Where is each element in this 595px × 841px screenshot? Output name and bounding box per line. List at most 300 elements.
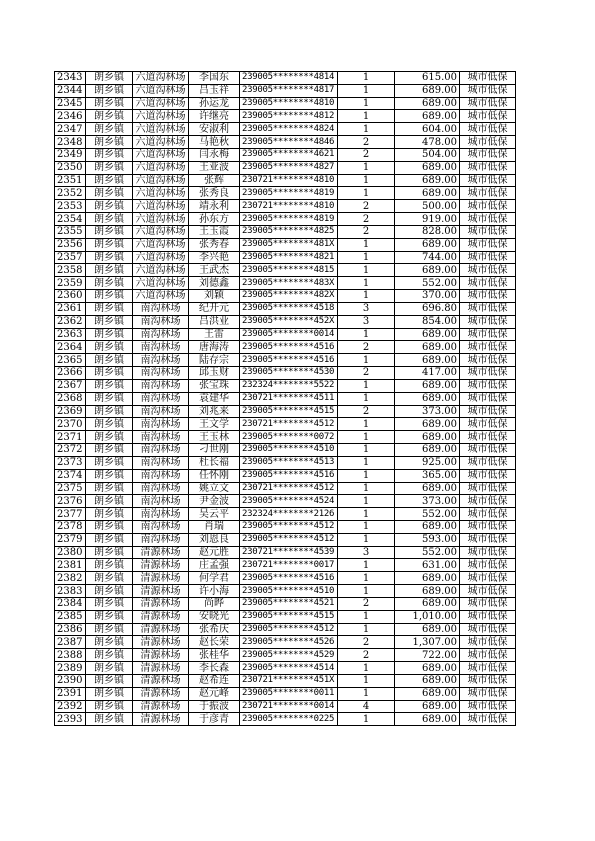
assistance-type-cell: 城市低保 [460,482,516,495]
id-number-cell: 239005********4516 [240,354,338,367]
amount-cell: 689.00 [395,354,460,367]
amount-cell: 689.00 [395,431,460,444]
table-row [55,495,516,508]
household-count-cell: 4 [338,700,395,713]
household-count-cell: 1 [338,251,395,264]
amount-cell: 854.00 [395,315,460,328]
table-row [55,533,516,546]
table-row [55,649,516,662]
serial-number-cell: 2359 [55,277,86,290]
serial-number-cell: 2368 [55,392,86,405]
id-number-cell: 239005********0014 [240,328,338,341]
amount-cell: 696.80 [395,302,460,315]
town-cell: 朗乡镇 [86,213,133,226]
forest-farm-cell: 六道沟林场 [133,136,189,149]
town-cell: 朗乡镇 [86,533,133,546]
serial-number-cell: 2384 [55,597,86,610]
recipient-name-cell: 陆存宗 [189,354,240,367]
serial-number-cell: 2393 [55,713,86,726]
serial-number-cell: 2352 [55,187,86,200]
recipient-name-cell: 张宝珠 [189,379,240,392]
assistance-type-cell: 城市低保 [460,200,516,213]
amount-cell: 689.00 [395,700,460,713]
household-count-cell: 2 [338,213,395,226]
id-number-cell: 239005********4827 [240,161,338,174]
amount-cell: 373.00 [395,495,460,508]
forest-farm-cell: 南沟林场 [133,469,189,482]
assistance-type-cell: 城市低保 [460,713,516,726]
amount-cell: 689.00 [395,341,460,354]
household-count-cell: 1 [338,161,395,174]
amount-cell: 689.00 [395,444,460,457]
household-count-cell: 1 [338,392,395,405]
forest-farm-cell: 南沟林场 [133,495,189,508]
town-cell: 朗乡镇 [86,72,133,85]
forest-farm-cell: 清源林场 [133,559,189,572]
amount-cell: 744.00 [395,251,460,264]
id-number-cell: 239005********4824 [240,123,338,136]
serial-number-cell: 2351 [55,174,86,187]
id-number-cell: 239005********4529 [240,649,338,662]
serial-number-cell: 2349 [55,148,86,161]
recipient-name-cell: 许继亮 [189,110,240,123]
recipient-name-cell: 赵元峰 [189,687,240,700]
serial-number-cell: 2345 [55,97,86,110]
town-cell: 朗乡镇 [86,623,133,636]
assistance-type-cell: 城市低保 [460,302,516,315]
id-number-cell: 239005********4815 [240,264,338,277]
recipient-name-cell: 庄孟强 [189,559,240,572]
forest-farm-cell: 南沟林场 [133,315,189,328]
town-cell: 朗乡镇 [86,302,133,315]
forest-farm-cell: 六道沟林场 [133,148,189,161]
forest-farm-cell: 南沟林场 [133,482,189,495]
forest-farm-cell: 六道沟林场 [133,238,189,251]
amount-cell: 689.00 [395,379,460,392]
serial-number-cell: 2376 [55,495,86,508]
household-count-cell: 1 [338,264,395,277]
amount-cell: 689.00 [395,520,460,533]
assistance-type-cell: 城市低保 [460,328,516,341]
table-row [55,328,516,341]
id-number-cell: 239005********4515 [240,405,338,418]
forest-farm-cell: 南沟林场 [133,341,189,354]
recipient-name-cell: 赵希连 [189,674,240,687]
serial-number-cell: 2392 [55,700,86,713]
table-row [55,341,516,354]
forest-farm-cell: 南沟林场 [133,302,189,315]
town-cell: 朗乡镇 [86,367,133,380]
assistance-type-cell: 城市低保 [460,264,516,277]
table-row [55,200,516,213]
forest-farm-cell: 清源林场 [133,546,189,559]
recipient-name-cell: 刁世刚 [189,444,240,457]
town-cell: 朗乡镇 [86,520,133,533]
town-cell: 朗乡镇 [86,161,133,174]
amount-cell: 552.00 [395,508,460,521]
amount-cell: 552.00 [395,546,460,559]
household-count-cell: 2 [338,636,395,649]
household-count-cell: 1 [338,277,395,290]
amount-cell: 689.00 [395,713,460,726]
serial-number-cell: 2371 [55,431,86,444]
table-row [55,302,516,315]
recipient-name-cell: 李兴艳 [189,251,240,264]
serial-number-cell: 2346 [55,110,86,123]
serial-number-cell: 2387 [55,636,86,649]
amount-cell: 689.00 [395,585,460,598]
table-row [55,559,516,572]
household-count-cell: 1 [338,456,395,469]
serial-number-cell: 2385 [55,610,86,623]
recipient-name-cell: 张辉 [189,174,240,187]
assistance-type-cell: 城市低保 [460,444,516,457]
serial-number-cell: 2379 [55,533,86,546]
forest-farm-cell: 六道沟林场 [133,264,189,277]
town-cell: 朗乡镇 [86,431,133,444]
id-number-cell: 239005********4825 [240,225,338,238]
id-number-cell: 239005********4516 [240,572,338,585]
table-row [55,418,516,431]
id-number-cell: 239005********4526 [240,636,338,649]
forest-farm-cell: 六道沟林场 [133,110,189,123]
id-number-cell: 239005********4819 [240,213,338,226]
id-number-cell: 230721********4511 [240,392,338,405]
forest-farm-cell: 清源林场 [133,636,189,649]
town-cell: 朗乡镇 [86,610,133,623]
id-number-cell: 239005********4524 [240,495,338,508]
id-number-cell: 239005********4817 [240,84,338,97]
assistance-type-cell: 城市低保 [460,148,516,161]
assistance-type-cell: 城市低保 [460,687,516,700]
amount-cell: 593.00 [395,533,460,546]
assistance-type-cell: 城市低保 [460,251,516,264]
amount-cell: 631.00 [395,559,460,572]
amount-cell: 689.00 [395,392,460,405]
amount-cell: 689.00 [395,572,460,585]
recipient-name-cell: 刘兆来 [189,405,240,418]
serial-number-cell: 2383 [55,585,86,598]
assistance-type-cell: 城市低保 [460,290,516,303]
assistance-type-cell: 城市低保 [460,674,516,687]
recipient-name-cell: 尚晔 [189,597,240,610]
id-number-cell: 239005********0225 [240,713,338,726]
amount-cell: 919.00 [395,213,460,226]
assistance-type-cell: 城市低保 [460,110,516,123]
serial-number-cell: 2390 [55,674,86,687]
assistance-type-cell: 城市低保 [460,649,516,662]
household-count-cell: 2 [338,200,395,213]
amount-cell: 689.00 [395,687,460,700]
id-number-cell: 239005********4821 [240,251,338,264]
recipient-name-cell: 张秀春 [189,238,240,251]
recipient-name-cell: 张桂华 [189,649,240,662]
amount-cell: 689.00 [395,482,460,495]
town-cell: 朗乡镇 [86,649,133,662]
table-row [55,674,516,687]
recipient-name-cell: 吴云平 [189,508,240,521]
serial-number-cell: 2358 [55,264,86,277]
household-count-cell: 1 [338,572,395,585]
table-row [55,277,516,290]
assistance-type-cell: 城市低保 [460,161,516,174]
serial-number-cell: 2354 [55,213,86,226]
table-row [55,238,516,251]
household-count-cell: 3 [338,302,395,315]
table-row [55,508,516,521]
recipient-name-cell: 赵长荣 [189,636,240,649]
assistance-type-cell: 城市低保 [460,456,516,469]
table-row [55,315,516,328]
household-count-cell: 1 [338,559,395,572]
id-number-cell: 230721********4512 [240,418,338,431]
id-number-cell: 239005********4518 [240,302,338,315]
table-row [55,469,516,482]
forest-farm-cell: 六道沟林场 [133,72,189,85]
town-cell: 朗乡镇 [86,354,133,367]
assistance-type-cell: 城市低保 [460,392,516,405]
serial-number-cell: 2347 [55,123,86,136]
id-number-cell: 239005********4515 [240,610,338,623]
recipient-name-cell: 王雷 [189,328,240,341]
table-row [55,367,516,380]
household-count-cell: 2 [338,405,395,418]
id-number-cell: 230721********4810 [240,174,338,187]
town-cell: 朗乡镇 [86,379,133,392]
amount-cell: 478.00 [395,136,460,149]
amount-cell: 1,307.00 [395,636,460,649]
id-number-cell: 239005********4516 [240,469,338,482]
amount-cell: 1,010.00 [395,610,460,623]
id-number-cell: 239005********4814 [240,72,338,85]
town-cell: 朗乡镇 [86,508,133,521]
recipient-name-cell: 孙运龙 [189,97,240,110]
household-count-cell: 1 [338,174,395,187]
forest-farm-cell: 六道沟林场 [133,251,189,264]
forest-farm-cell: 南沟林场 [133,328,189,341]
id-number-cell: 239005********4812 [240,110,338,123]
serial-number-cell: 2389 [55,662,86,675]
amount-cell: 365.00 [395,469,460,482]
town-cell: 朗乡镇 [86,174,133,187]
assistance-type-cell: 城市低保 [460,187,516,200]
assistance-type-cell: 城市低保 [460,379,516,392]
forest-farm-cell: 南沟林场 [133,379,189,392]
forest-farm-cell: 南沟林场 [133,431,189,444]
household-count-cell: 1 [338,482,395,495]
id-number-cell: 239005********452X [240,315,338,328]
table-row [55,264,516,277]
serial-number-cell: 2366 [55,367,86,380]
amount-cell: 689.00 [395,161,460,174]
household-count-cell: 1 [338,379,395,392]
forest-farm-cell: 清源林场 [133,674,189,687]
id-number-cell: 239005********4810 [240,97,338,110]
assistance-type-cell: 城市低保 [460,72,516,85]
assistance-type-cell: 城市低保 [460,97,516,110]
town-cell: 朗乡镇 [86,84,133,97]
assistance-type-cell: 城市低保 [460,662,516,675]
table-row [55,84,516,97]
assistance-type-cell: 城市低保 [460,367,516,380]
town-cell: 朗乡镇 [86,495,133,508]
town-cell: 朗乡镇 [86,123,133,136]
recipient-name-cell: 肖瑞 [189,520,240,533]
amount-cell: 689.00 [395,97,460,110]
id-number-cell: 230721********4810 [240,200,338,213]
amount-cell: 689.00 [395,674,460,687]
forest-farm-cell: 六道沟林场 [133,225,189,238]
town-cell: 朗乡镇 [86,444,133,457]
table-row [55,72,516,85]
table-row [55,623,516,636]
table-row [55,136,516,149]
amount-cell: 689.00 [395,187,460,200]
serial-number-cell: 2370 [55,418,86,431]
household-count-cell: 1 [338,72,395,85]
town-cell: 朗乡镇 [86,687,133,700]
forest-farm-cell: 南沟林场 [133,392,189,405]
household-count-cell: 2 [338,341,395,354]
table-row [55,97,516,110]
table-row [55,187,516,200]
recipient-name-cell: 吕玉祥 [189,84,240,97]
town-cell: 朗乡镇 [86,238,133,251]
household-count-cell: 1 [338,354,395,367]
household-count-cell: 1 [338,495,395,508]
forest-farm-cell: 六道沟林场 [133,123,189,136]
amount-cell: 373.00 [395,405,460,418]
benefit-roster-table [54,71,516,726]
town-cell: 朗乡镇 [86,148,133,161]
assistance-type-cell: 城市低保 [460,238,516,251]
town-cell: 朗乡镇 [86,713,133,726]
assistance-type-cell: 城市低保 [460,495,516,508]
town-cell: 朗乡镇 [86,405,133,418]
amount-cell: 689.00 [395,418,460,431]
household-count-cell: 1 [338,687,395,700]
id-number-cell: 239005********4510 [240,585,338,598]
amount-cell: 689.00 [395,623,460,636]
assistance-type-cell: 城市低保 [460,213,516,226]
household-count-cell: 1 [338,444,395,457]
amount-cell: 689.00 [395,662,460,675]
forest-farm-cell: 清源林场 [133,610,189,623]
town-cell: 朗乡镇 [86,277,133,290]
recipient-name-cell: 于振波 [189,700,240,713]
forest-farm-cell: 清源林场 [133,585,189,598]
forest-farm-cell: 南沟林场 [133,367,189,380]
assistance-type-cell: 城市低保 [460,585,516,598]
forest-farm-cell: 六道沟林场 [133,161,189,174]
household-count-cell: 1 [338,610,395,623]
amount-cell: 504.00 [395,148,460,161]
id-number-cell: 239005********0011 [240,687,338,700]
town-cell: 朗乡镇 [86,482,133,495]
household-count-cell: 1 [338,623,395,636]
serial-number-cell: 2372 [55,444,86,457]
recipient-name-cell: 袁建华 [189,392,240,405]
household-count-cell: 2 [338,148,395,161]
town-cell: 朗乡镇 [86,636,133,649]
assistance-type-cell: 城市低保 [460,533,516,546]
town-cell: 朗乡镇 [86,225,133,238]
town-cell: 朗乡镇 [86,315,133,328]
id-number-cell: 239005********4510 [240,444,338,457]
forest-farm-cell: 清源林场 [133,623,189,636]
household-count-cell: 1 [338,290,395,303]
forest-farm-cell: 南沟林场 [133,354,189,367]
household-count-cell: 1 [338,662,395,675]
town-cell: 朗乡镇 [86,200,133,213]
recipient-name-cell: 刘德鑫 [189,277,240,290]
forest-farm-cell: 六道沟林场 [133,187,189,200]
serial-number-cell: 2377 [55,508,86,521]
assistance-type-cell: 城市低保 [460,418,516,431]
assistance-type-cell: 城市低保 [460,636,516,649]
town-cell: 朗乡镇 [86,572,133,585]
town-cell: 朗乡镇 [86,97,133,110]
household-count-cell: 1 [338,187,395,200]
forest-farm-cell: 清源林场 [133,597,189,610]
table-row [55,520,516,533]
amount-cell: 552.00 [395,277,460,290]
recipient-name-cell: 赵元胜 [189,546,240,559]
serial-number-cell: 2388 [55,649,86,662]
table-row [55,662,516,675]
forest-farm-cell: 六道沟林场 [133,213,189,226]
id-number-cell: 239005********4516 [240,341,338,354]
assistance-type-cell: 城市低保 [460,610,516,623]
household-count-cell: 1 [338,585,395,598]
forest-farm-cell: 南沟林场 [133,405,189,418]
forest-farm-cell: 清源林场 [133,687,189,700]
town-cell: 朗乡镇 [86,328,133,341]
serial-number-cell: 2360 [55,290,86,303]
town-cell: 朗乡镇 [86,392,133,405]
recipient-name-cell: 王玉霞 [189,225,240,238]
serial-number-cell: 2369 [55,405,86,418]
recipient-name-cell: 闫永梅 [189,148,240,161]
household-count-cell: 1 [338,713,395,726]
table-row [55,405,516,418]
table-row [55,636,516,649]
town-cell: 朗乡镇 [86,597,133,610]
assistance-type-cell: 城市低保 [460,225,516,238]
amount-cell: 689.00 [395,597,460,610]
recipient-name-cell: 王玉林 [189,431,240,444]
forest-farm-cell: 南沟林场 [133,418,189,431]
household-count-cell: 1 [338,533,395,546]
household-count-cell: 2 [338,225,395,238]
forest-farm-cell: 南沟林场 [133,533,189,546]
assistance-type-cell: 城市低保 [460,469,516,482]
forest-farm-cell: 清源林场 [133,713,189,726]
id-number-cell: 230721********0017 [240,559,338,572]
forest-farm-cell: 南沟林场 [133,508,189,521]
forest-farm-cell: 六道沟林场 [133,174,189,187]
id-number-cell: 239005********4621 [240,148,338,161]
serial-number-cell: 2355 [55,225,86,238]
household-count-cell: 2 [338,597,395,610]
serial-number-cell: 2378 [55,520,86,533]
serial-number-cell: 2380 [55,546,86,559]
recipient-name-cell: 王文学 [189,418,240,431]
amount-cell: 689.00 [395,174,460,187]
assistance-type-cell: 城市低保 [460,572,516,585]
town-cell: 朗乡镇 [86,187,133,200]
forest-farm-cell: 清源林场 [133,662,189,675]
